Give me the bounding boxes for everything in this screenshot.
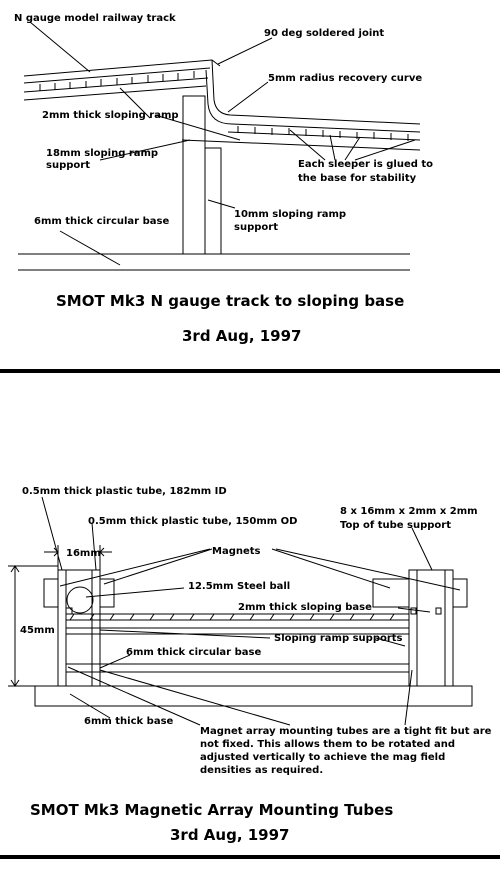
track-diagram — [14, 13, 433, 345]
label-sleeper-line1: Each sleeper is glued to — [298, 159, 434, 170]
label-dim45: 45mm — [20, 625, 55, 636]
inner-tube-right — [409, 570, 417, 686]
label-tube150: 0.5mm thick plastic tube, 150mm OD — [88, 516, 298, 527]
label-circbase: 6mm thick circular base — [126, 647, 262, 658]
caption-2-date: 3rd Aug, 1997 — [170, 826, 290, 844]
label-ball: 12.5mm Steel ball — [188, 581, 291, 592]
label-support18-line2: support — [46, 160, 90, 171]
label-rampsupports: Sloping ramp supports — [274, 633, 403, 644]
magnet-right-inner — [373, 579, 409, 607]
support-block-2 — [411, 608, 416, 614]
label-note-line4: densities as required. — [200, 765, 324, 776]
label-note-line2: not fixed. This allows them to be rotated and — [200, 739, 455, 750]
label-track: N gauge model railway track — [14, 13, 176, 24]
label-base: 6mm thick circular base — [34, 216, 170, 227]
upper-track-rail-top — [24, 60, 220, 76]
label-support10-line2: support — [234, 222, 278, 233]
label-thickbase: 6mm thick base — [84, 716, 174, 727]
soldered-joint — [212, 60, 423, 124]
label-support-line2: Top of tube support — [340, 520, 451, 531]
caption-1-title: SMOT Mk3 N gauge track to sloping base — [56, 292, 405, 310]
label-recovery: 5mm radius recovery curve — [268, 73, 423, 84]
label-joint: 90 deg soldered joint — [264, 28, 385, 39]
support-18mm — [183, 96, 205, 254]
label-sleeper-line2: the base for stability — [298, 173, 417, 184]
label-support18-line1: 18mm sloping ramp — [46, 148, 159, 159]
mounting-tubes-diagram — [8, 486, 492, 844]
caption-2-title: SMOT Mk3 Magnetic Array Mounting Tubes — [30, 801, 394, 819]
outer-tube-left — [58, 570, 66, 686]
sloping-ramp — [24, 86, 206, 100]
label-dim16: 16mm — [66, 548, 101, 559]
magnet-right-outer — [453, 579, 467, 607]
leader-lines-1 — [30, 22, 415, 265]
label-ramp: 2mm thick sloping ramp — [42, 110, 179, 121]
sloping-base-hatch — [70, 614, 394, 620]
magnet-left-outer — [44, 579, 58, 607]
label-magnets: Magnets — [212, 546, 261, 557]
thick-base — [35, 686, 472, 706]
caption-1-date: 3rd Aug, 1997 — [182, 327, 302, 345]
label-support10-line1: 10mm sloping ramp — [234, 209, 347, 220]
label-note-line1: Magnet array mounting tubes are a tight fit but are — [200, 726, 492, 737]
upper-track-sleeper-line — [24, 78, 208, 92]
label-tube182: 0.5mm thick plastic tube, 182mm ID — [22, 486, 227, 497]
label-slopebase: 2mm thick sloping base — [238, 602, 372, 613]
support-block-3 — [436, 608, 441, 614]
steel-ball — [67, 587, 93, 613]
label-support-line1: 8 x 16mm x 2mm x 2mm — [340, 506, 478, 517]
label-note-line3: adjusted vertically to achieve the mag field — [200, 752, 446, 763]
